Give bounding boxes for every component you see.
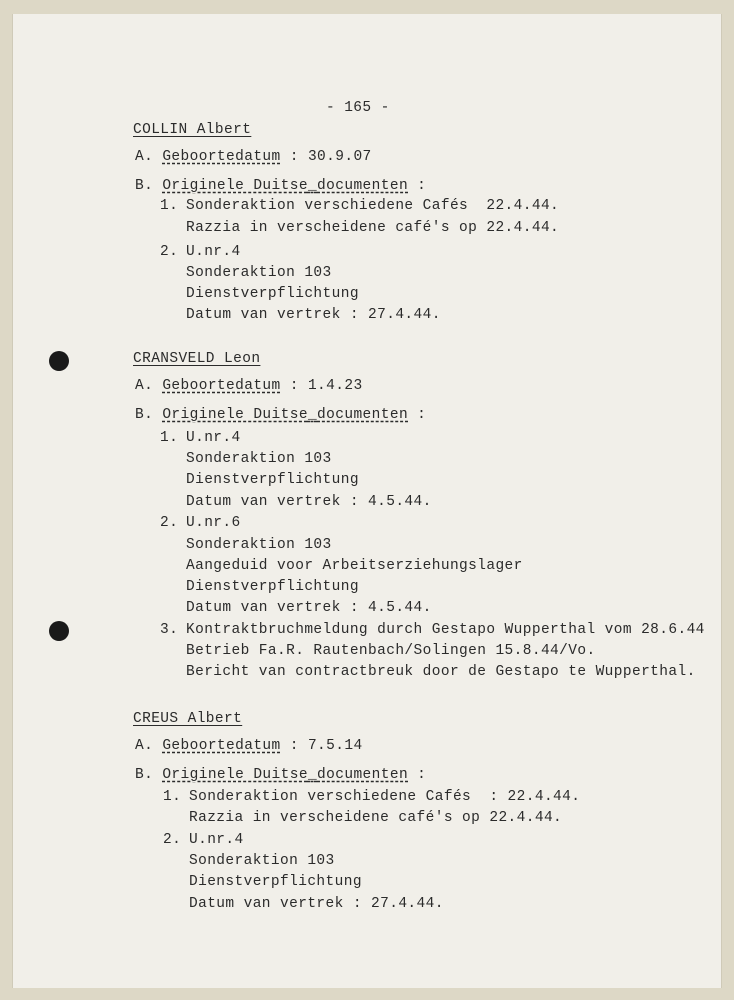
entry-line: Sonderaktion verschiedene Cafés : 22.4.44. <box>189 789 581 805</box>
entry-line: Betrieb Fa.R. Rautenbach/Solingen 15.8.44/Vo. <box>186 643 596 659</box>
entry-line: U.nr.4 <box>189 832 244 848</box>
entry-line: Sonderaktion verschiedene Cafés 22.4.44. <box>186 198 560 214</box>
entry-number: 2. <box>160 515 179 531</box>
entry-line: Dienstverpflichtung <box>186 472 359 488</box>
birth-date-label: Geboortedatum <box>162 378 281 394</box>
birth-date-label: Geboortedatum <box>162 738 281 754</box>
birth-date-row: A. Geboortedatum : 7.5.14 <box>135 738 363 754</box>
entry-line: U.nr.4 <box>186 244 241 260</box>
page-number: - 165 - <box>326 100 390 116</box>
punch-hole <box>49 621 69 641</box>
entry-line: Sonderaktion 103 <box>186 537 332 553</box>
documents-label-word: documenten <box>317 407 409 423</box>
birth-date-row: A. Geboortedatum : 1.4.23 <box>135 378 363 394</box>
entry-line: Razzia in verscheidene café's op 22.4.44. <box>186 220 560 236</box>
documents-label-word: documenten <box>317 767 409 783</box>
entry-line: Kontraktbruchmeldung durch Gestapo Wupperthal vom 28.6.44 <box>186 622 705 638</box>
entry-line: Bericht van contractbreuk door de Gestapo te Wupperthal. <box>186 664 696 680</box>
entry-number: 3. <box>160 622 179 638</box>
documents-heading: B. Originele Duitse_documenten : <box>135 407 427 423</box>
birth-date-value: : 30.9.07 <box>280 149 372 165</box>
entry-line: Dienstverpflichtung <box>186 286 359 302</box>
birth-date-label: Geboortedatum <box>162 149 281 165</box>
entry-line: Dienstverpflichtung <box>189 874 362 890</box>
entry-line: Sonderaktion 103 <box>189 853 335 869</box>
entry-line: Datum van vertrek : 27.4.44. <box>189 896 444 912</box>
person-name: CRANSVELD Leon <box>133 351 261 367</box>
documents-label-word: documenten <box>317 178 409 194</box>
entry-line: Sonderaktion 103 <box>186 265 332 281</box>
entry-line: Datum van vertrek : 4.5.44. <box>186 600 432 616</box>
entry-number: 1. <box>160 198 179 214</box>
punch-hole <box>49 351 69 371</box>
entry-line: Datum van vertrek : 27.4.44. <box>186 307 441 323</box>
entry-line: Datum van vertrek : 4.5.44. <box>186 494 432 510</box>
entry-line: Sonderaktion 103 <box>186 451 332 467</box>
birth-date-row: A. Geboortedatum : 30.9.07 <box>135 149 372 165</box>
entry-line: Dienstverpflichtung <box>186 579 359 595</box>
person-name: CREUS Albert <box>133 711 243 727</box>
documents-label: Originele Duitse <box>162 767 308 783</box>
entry-number: 2. <box>160 244 179 260</box>
entry-line: Razzia in verscheidene café's op 22.4.44. <box>189 810 563 826</box>
birth-date-value: : 1.4.23 <box>280 378 363 394</box>
birth-date-value: : 7.5.14 <box>280 738 363 754</box>
person-name: COLLIN Albert <box>133 122 252 138</box>
documents-label: Originele Duitse <box>162 178 308 194</box>
entry-number: 1. <box>160 430 179 446</box>
entry-number: 1. <box>163 789 182 805</box>
documents-heading: B. Originele Duitse_documenten : <box>135 178 427 194</box>
entry-line: U.nr.6 <box>186 515 241 531</box>
documents-heading: B. Originele Duitse_documenten : <box>135 767 427 783</box>
entry-line: Aangeduid voor Arbeitserziehungslager <box>186 558 523 574</box>
entry-number: 2. <box>163 832 182 848</box>
documents-label: Originele Duitse <box>162 407 308 423</box>
entry-line: U.nr.4 <box>186 430 241 446</box>
